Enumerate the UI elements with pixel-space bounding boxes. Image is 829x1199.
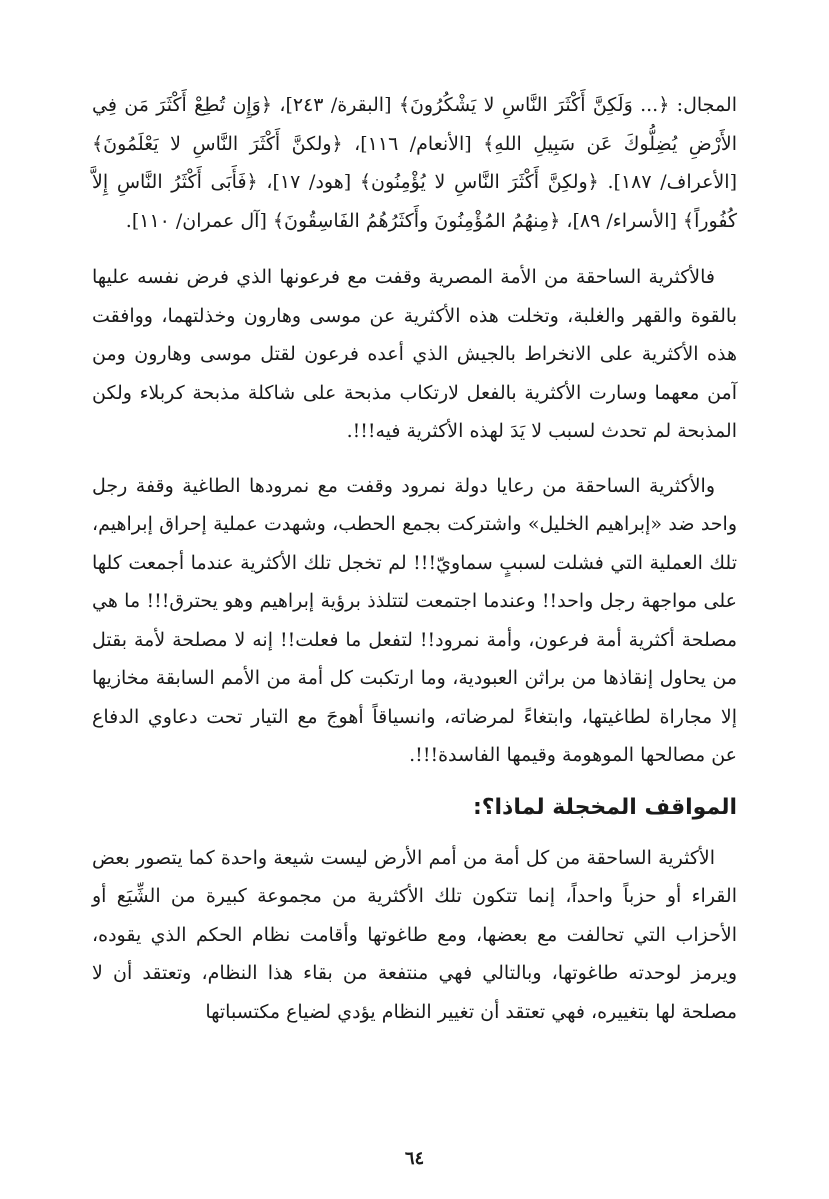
- quran-citations-paragraph: المجال: ﴿... وَلَكِنَّ أَكْثَرَ النَّاسِ لا يَشْكُرُونَ﴾ [البقرة/ ٢٤٣]، ﴿وَإِن تُطِعْ أَكْثَرَ مَن فِي الأَرْضِ يُضِلُّوكَ عَن سَبِيلِ اللهِ﴾ [الأنعام/ ١١٦]، ﴿ولكنَّ أَكْثَرَ النَّاسِ لا يَعْلَمُونَ﴾ [الأعراف/ ١٨٧]. ﴿ولكِنَّ أَكْثَرَ النَّاسِ لا يُؤْمِنُون﴾ [هود/ ١٧]، ﴿فَأَبَى أَكْثَرُ النَّاسِ إِلاَّ كُفُوراً﴾ [الأسراء/ ٨٩]، ﴿مِنهُمُ المُؤْمِنُونَ وأَكثَرُهُمُ الفَاسِقُونَ﴾ [آل عمران/ ١١٠].: [92, 94, 738, 232]
- majority-paragraph: الأكثرية الساحقة من كل أمة من أمم الأرض ليست شيعة واحدة كما يتصور بعض القراء أو حزباً واحداً، إنما تتكون تلك الأكثرية من مجموعة كبيرة من الشِّيَع أو الأحزاب التي تحالفت مع بعضها، ومع طاغوتها وأقامت نظام الحكم الذي يقوده، ويرمز لوحدته طاغوتها، وبالتالي فهي منتفعة من بقاء هذا النظام، وتعتقد أن لا مصلحة لها بتغييره، فهي تعتقد أن تغيير النظام يؤدي لضياع مكتسباتها: [92, 846, 737, 1023]
- pharaoh-paragraph: فالأكثرية الساحقة من الأمة المصرية وقفت مع فرعونها الذي فرض نفسه عليها بالقوة والقهر والغلبة، وتخلت هذه الأكثرية عن موسى وهارون وخذلتهما، ووافقت هذه الأكثرية على الانخراط بالجيش الذي أعده فرعون لقتل موسى وهارون ومن آمن معهما وسارت الأكثرية بالفعل لارتكاب مذبحة على شاكلة مذبحة كربلاء ولكن المذبحة لم تحدث لسبب لا يَدَ لهذه الأكثرية فيه!!!.: [92, 266, 737, 442]
- nimrod-paragraph: والأكثرية الساحقة من رعايا دولة نمرود وقفت مع نمرودها الطاغية وقفة رجل واحد ضد «إبراهيم الخليل» واشتركت بجمع الحطب، وشهدت عملية إحراق إبراهيم، تلك العملية التي فشلت لسببٍ سماويّ!!! لم تخجل تلك الأكثرية عندما أجمعت كلها على مواجهة رجل واحد!! وعندما اجتمعت لتتلذذ برؤية إبراهيم وهو يحترق!!! ما هي مصلحة أكثرية أمة فرعون، وأمة نمرود!! لتفعل ما فعلت!! إنه لا مصلحة لأمة بقتل من يحاول إنقاذها من براثن العبودية، وما ارتكبت كل أمة من الأمم السابقة مخازيها إلا مجاراة لطاغيتها، وابتغاءً لمرضاته، وانسياقاً أهوجَ مع التيار تحت دعاوي الدفاع عن مصالحها الموهومة وقيمها الفاسدة!!!.: [92, 474, 737, 766]
- page-number: ٦٤: [404, 1148, 425, 1169]
- section-heading: المواقف المخجلة لماذا؟:: [472, 794, 737, 820]
- page-body: [92, 86, 737, 1047]
